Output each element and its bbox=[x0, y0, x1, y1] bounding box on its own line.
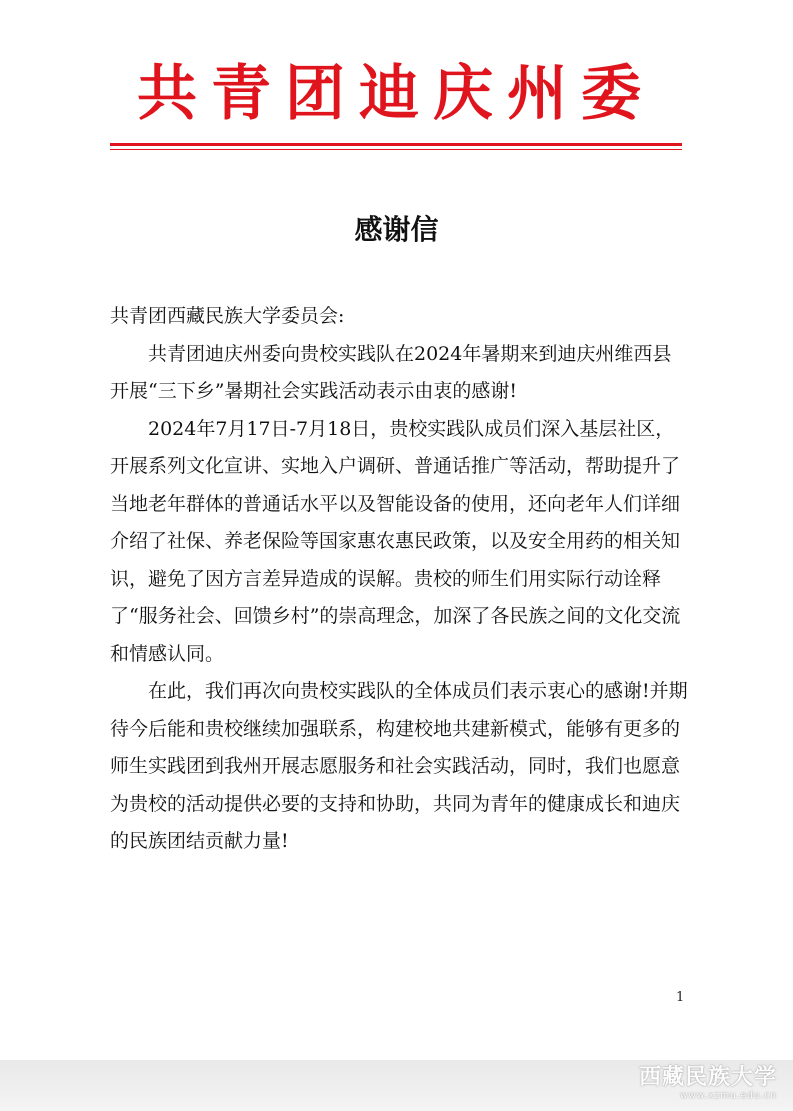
letter-salutation: 共青团西藏民族大学委员会: bbox=[110, 305, 345, 327]
letter-body bbox=[110, 298, 690, 861]
letter-paragraph-2: 2024年7月17日-7月18日，贵校实践队成员们深入基层社区，开展系列文化宣讲、实地入户调研、普通话推广等活动，帮助提升了当地老年群体的普通话水平以及智能设备的使用，还向老年人们详细介绍了社保、养老保险等国家惠农惠民政策，以及安全用药的相关知识，避免了因方言差异造成的误解。贵校的师生们用实际行动诠释了“服务社会、回馈乡村”的崇高理念，加深了各民族之间的文化交流和情感认同。 bbox=[110, 417, 681, 665]
page-number: 1 bbox=[676, 990, 685, 1005]
letter-paragraph-3: 在此，我们再次向贵校实践队的全体成员们表示衷心的感谢!并期待今后能和贵校继续加强联系，构建校地共建新模式，能够有更多的师生实践团到我州开展志愿服务和社会实践活动，同时，我们也愿意为贵校的活动提供必要的支持和协助，共同为青年的健康成长和迪庆的民族团结贡献力量! bbox=[110, 680, 688, 852]
letterhead-rule-thin bbox=[110, 149, 682, 150]
letter-title: 感谢信 bbox=[354, 213, 439, 246]
watermark bbox=[639, 1066, 777, 1102]
watermark-url: www.xzmu.edu.cn bbox=[680, 1091, 777, 1101]
letterhead-org-name: 共青团迪庆州委 bbox=[137, 59, 655, 129]
letterhead-rule-thick bbox=[110, 143, 682, 146]
watermark-text: 西藏民族大学 bbox=[638, 1065, 777, 1090]
letter-paragraph-1: 共青团迪庆州委向贵校实践队在2024年暑期来到迪庆州维西县开展“三下乡”暑期社会实践活动表示由衷的感谢! bbox=[110, 342, 672, 402]
